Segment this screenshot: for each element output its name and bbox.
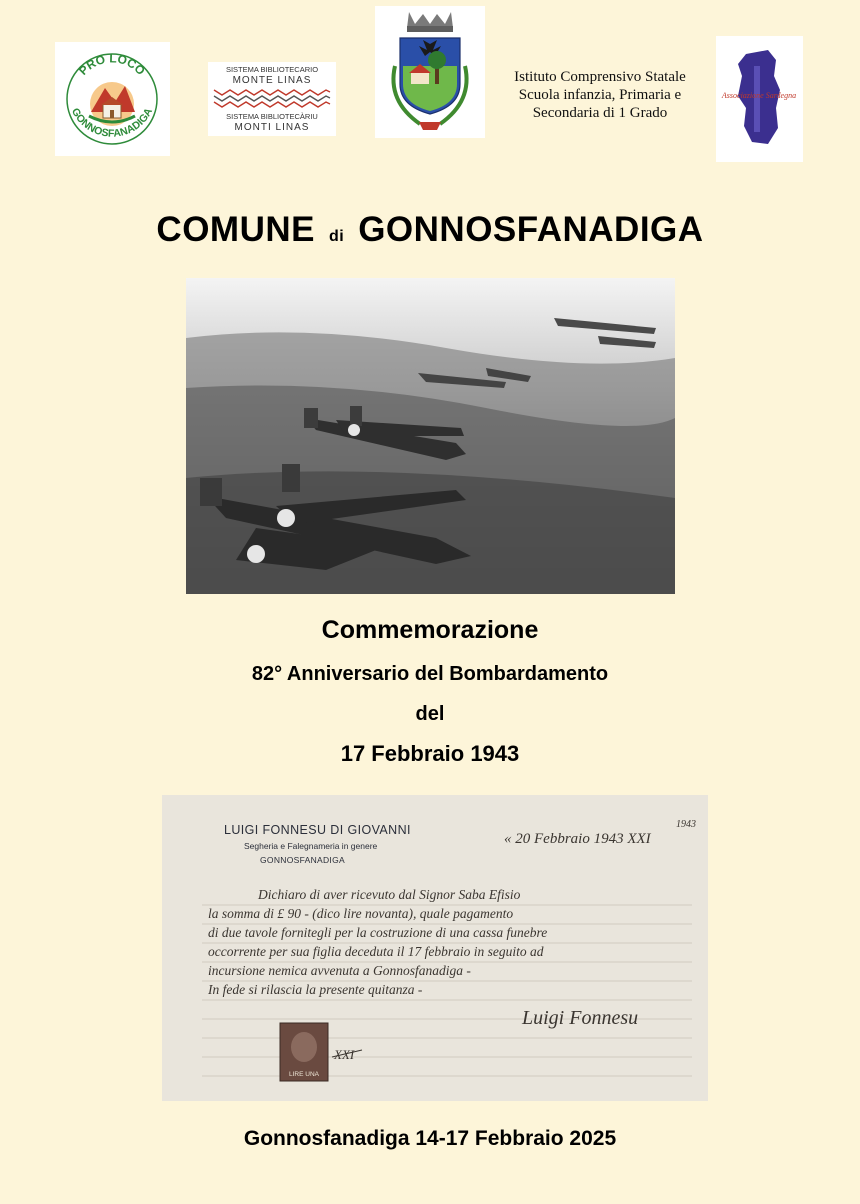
- school-line2: Scuola infanzia, Primaria e: [518, 87, 682, 103]
- title-town: GONNOSFANADIGA: [358, 210, 704, 249]
- pro-loco-logo: [55, 42, 170, 156]
- title-comune: COMUNE: [156, 210, 315, 249]
- receipt-town: GONNOSFANADIGA: [260, 855, 345, 865]
- event-heading: Commemorazione: [321, 616, 539, 644]
- sbml-line3: SISTEMA BIBLIOTECÀRIU: [226, 112, 318, 121]
- assoc-text: Associazione Sardegna: [721, 91, 797, 100]
- sistema-bibliotecario-logo: [208, 62, 336, 136]
- event-date: 17 Febbraio 1943: [340, 741, 520, 766]
- proloco-top-text: PRO LOCO: [75, 51, 148, 78]
- receipt-line-3: di due tavole fornitegli per la costruzione di una cassa funebre: [208, 925, 548, 940]
- historical-receipt: [162, 795, 708, 1101]
- receipt-signature: Luigi Fonnesu: [522, 1007, 639, 1029]
- sbml-line2: MONTE LINAS: [232, 75, 312, 86]
- event-del: del: [415, 703, 445, 725]
- sbml-line4: MONTI LINAS: [234, 122, 310, 133]
- receipt-business: Segheria e Falegnameria in genere: [244, 841, 378, 851]
- bombers-photo: [186, 278, 675, 594]
- school-info: [490, 68, 710, 122]
- page-title: [0, 210, 860, 250]
- event-anniversary: 82° Anniversario del Bombardamento: [251, 663, 609, 685]
- receipt-company: LUIGI FONNESU DI GIOVANNI: [224, 823, 411, 837]
- stamp-mark: XXI: [334, 1047, 355, 1062]
- receipt-line-1: Dichiaro di aver ricevuto dal Signor Saba Efisio: [258, 887, 521, 902]
- receipt-line-4: occorrente per sua figlia deceduta il 17 febbraio in seguito ad: [208, 944, 544, 959]
- title-di: di: [328, 228, 345, 245]
- school-line1: Istituto Comprensivo Statale: [514, 69, 686, 85]
- school-line3: Secondaria di 1 Grado: [532, 105, 668, 121]
- receipt-line-2: la somma di £ 90 - (dico lire novanta), quale pagamento: [208, 906, 514, 921]
- comune-crest: [375, 6, 485, 138]
- association-logo: [716, 36, 803, 162]
- stamp-value: LIRE UNA: [289, 1071, 319, 1078]
- sbml-line1: SISTEMA BIBLIOTECARIO: [225, 65, 319, 74]
- receipt-line-6: In fede si rilascia la presente quitanza -: [208, 982, 423, 997]
- receipt-date: « 20 Febbraio 1943 XXI: [504, 831, 651, 847]
- receipt-corner-mark: 1943: [676, 819, 696, 830]
- receipt-line-5: incursione nemica avvenuta a Gonnosfanadiga -: [208, 963, 471, 978]
- event-footer: Gonnosfanadiga 14-17 Febbraio 2025: [243, 1127, 617, 1150]
- svg-text:PRO LOCO: [76, 51, 148, 78]
- proloco-bottom-text: GONNOSFANADIGA: [68, 106, 156, 140]
